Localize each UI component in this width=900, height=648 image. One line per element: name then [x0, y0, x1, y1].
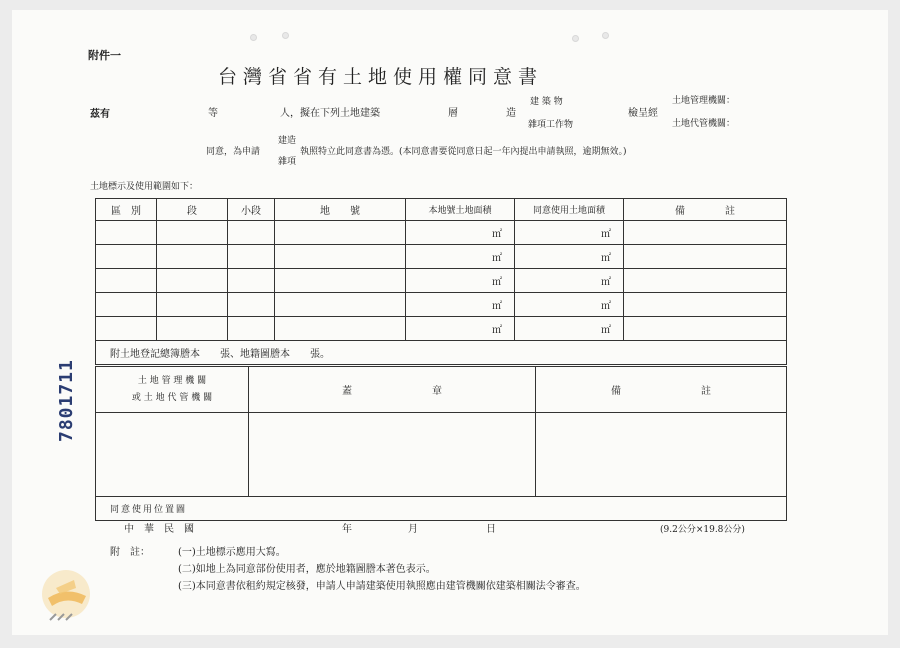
- table-row: [96, 317, 787, 341]
- table-cell: [275, 245, 406, 269]
- building-text: 建 築 物: [530, 97, 563, 107]
- header-agreed-area: 同意使用土地面積: [515, 199, 624, 221]
- table-row: [96, 221, 787, 245]
- header-subsection: 小段: [228, 199, 275, 221]
- table-cell: [96, 317, 157, 341]
- misc-permit-text: 雜項: [278, 157, 297, 167]
- org-label-line: 或 土 地 代 管 機 關: [131, 392, 213, 403]
- signature-header-row: [96, 367, 787, 413]
- agent-org-label: 土地代管機關：: [672, 119, 736, 129]
- table-cell: [228, 245, 275, 269]
- validity-text: 執照特立此同意書為憑。(本同意書要從同意日起一年內提出申請執照，逾期無效。): [300, 147, 627, 157]
- agree-text: 同意，為申請: [206, 147, 261, 157]
- header-remarks: 備 註: [624, 199, 787, 221]
- seal-label: 蓋 章: [249, 367, 536, 413]
- remarks-cell: [536, 413, 787, 497]
- table-cell: [157, 293, 228, 317]
- document-title: 台灣省省有土地使用權同意書: [218, 66, 544, 88]
- signature-table: [95, 366, 787, 521]
- watermark-logo-icon: [26, 558, 116, 648]
- area-unit: ㎡: [515, 245, 624, 269]
- deng-text: 等: [208, 108, 218, 119]
- table-cell: [157, 317, 228, 341]
- table-cell: [96, 269, 157, 293]
- attached-docs-row: [96, 341, 787, 365]
- table-cell: [157, 221, 228, 245]
- form-size: (9.2公分×19.8公分): [660, 525, 745, 535]
- submit-text: 檢呈經: [628, 108, 658, 119]
- area-unit: ㎡: [406, 317, 515, 341]
- area-unit: ㎡: [406, 221, 515, 245]
- mgmt-org-label: 土地管理機關：: [672, 96, 736, 106]
- punch-holes: [242, 32, 662, 42]
- table-cell: [624, 221, 787, 245]
- land-desc-heading: 土地標示及使用範圍如下：: [90, 182, 199, 192]
- table-row: [96, 245, 787, 269]
- area-unit: ㎡: [406, 269, 515, 293]
- table-cell: [157, 245, 228, 269]
- table-cell: [275, 221, 406, 245]
- punch-hole: [282, 32, 289, 39]
- table-header-row: [96, 199, 787, 221]
- table-cell: [96, 293, 157, 317]
- date-year: 年: [342, 524, 352, 535]
- table-cell: [275, 269, 406, 293]
- table-cell: [228, 317, 275, 341]
- attachment-label: 附件一: [88, 49, 121, 62]
- punch-hole: [572, 35, 579, 42]
- area-unit: ㎡: [515, 293, 624, 317]
- header-total-area: 本地號土地面積: [406, 199, 515, 221]
- punch-hole: [602, 32, 609, 39]
- construction-text: 造: [506, 108, 516, 119]
- punch-hole: [250, 34, 257, 41]
- date-era: 中 華 民 國: [124, 524, 194, 535]
- table-row: [96, 293, 787, 317]
- area-unit: ㎡: [515, 269, 624, 293]
- table-cell: [624, 293, 787, 317]
- table-cell: [275, 293, 406, 317]
- note-item: (三)本同意書依租約規定核發，申請人申請建築使用執照應由建管機關依建築相關法令審查。: [178, 581, 586, 592]
- area-unit: ㎡: [406, 245, 515, 269]
- table-row: [96, 269, 787, 293]
- document-page: [12, 10, 888, 635]
- header-district: 區 別: [96, 199, 157, 221]
- table-cell: [228, 269, 275, 293]
- org-label-line: 土 地 管 理 機 關: [137, 375, 207, 386]
- table-cell: [228, 293, 275, 317]
- header-lot: 地 號: [275, 199, 406, 221]
- people-clause: 人，擬在下列土地建築: [280, 108, 380, 119]
- date-day: 日: [486, 524, 496, 535]
- location-map-label: 同意使用位置圖: [96, 497, 787, 521]
- note-item: (一)土地標示應用大寫。: [178, 547, 286, 558]
- date-month: 月: [408, 524, 418, 535]
- table-cell: [624, 245, 787, 269]
- attached-docs: 附土地登記總簿謄本 張、地籍圖謄本 張。: [96, 341, 787, 365]
- org-label-cell: [96, 367, 249, 413]
- table-cell: [157, 269, 228, 293]
- table-cell: [96, 245, 157, 269]
- floors-text: 層: [448, 108, 458, 119]
- table-cell: [228, 221, 275, 245]
- area-unit: ㎡: [515, 221, 624, 245]
- serial-number: 7801711: [56, 359, 77, 442]
- seal-cell: [249, 413, 536, 497]
- misc-works-text: 雜項工作物: [528, 120, 574, 130]
- note-item: (二)如地上為同意部份使用者，應於地籍圖謄本著色表示。: [178, 564, 436, 575]
- signature-row: [96, 413, 787, 497]
- area-unit: ㎡: [406, 293, 515, 317]
- table-cell: [96, 221, 157, 245]
- table-cell: [624, 317, 787, 341]
- land-table: [95, 198, 787, 365]
- table-cell: [624, 269, 787, 293]
- area-unit: ㎡: [515, 317, 624, 341]
- prefix-text: 茲有: [90, 109, 110, 120]
- lower-remarks-label: 備 註: [536, 367, 787, 413]
- location-map-row: [96, 497, 787, 521]
- build-permit-text: 建造: [278, 136, 297, 146]
- notes-label: 附 註：: [110, 547, 150, 558]
- table-cell: [275, 317, 406, 341]
- header-section: 段: [157, 199, 228, 221]
- org-cell: [96, 413, 249, 497]
